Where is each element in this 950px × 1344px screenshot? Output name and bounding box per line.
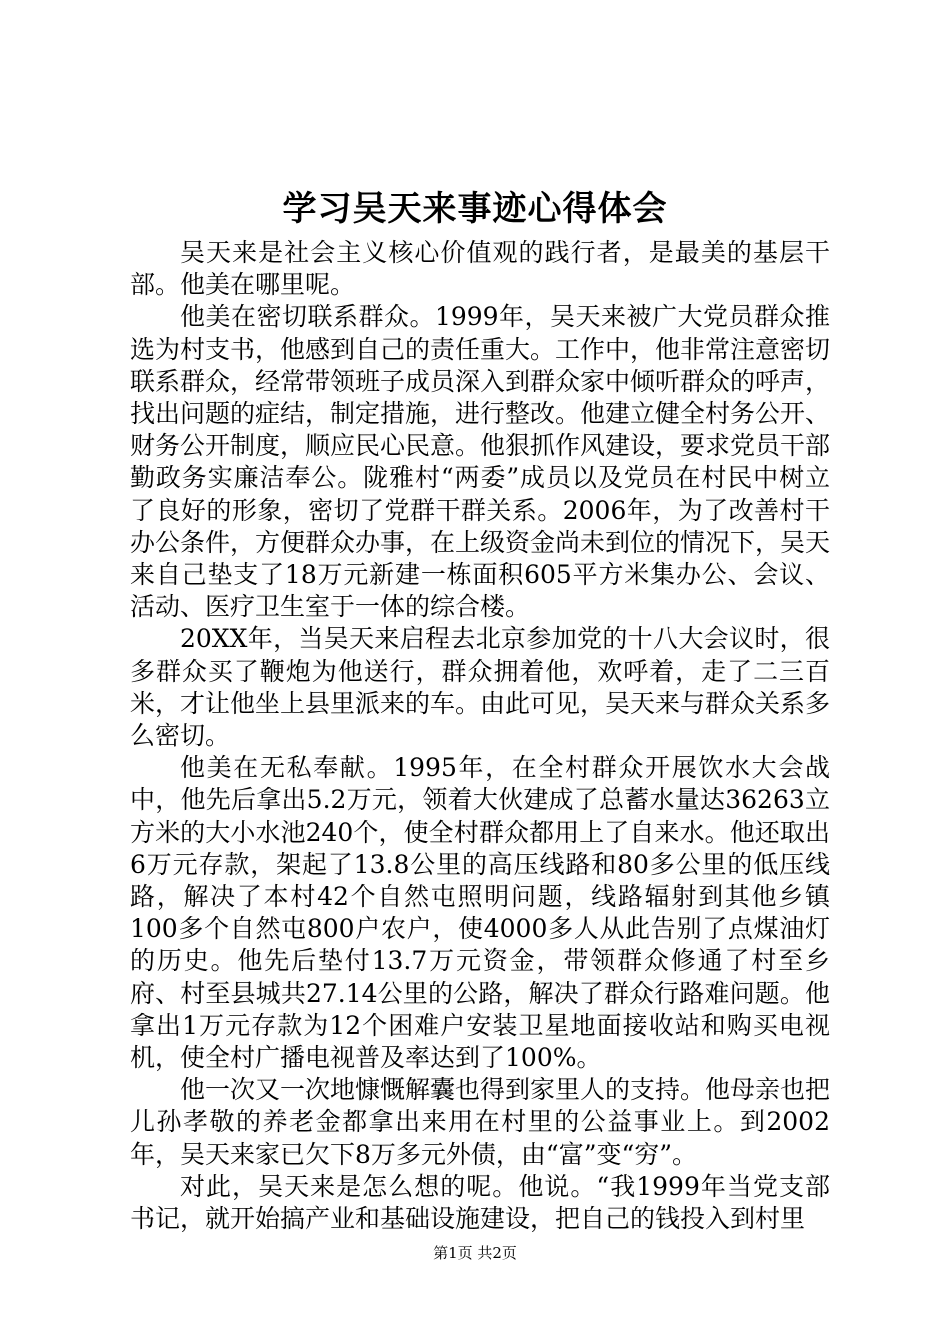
page-number: 第1页 共2页 bbox=[433, 1244, 517, 1262]
paragraph: 对此，吴天来是怎么想的呢。他说。“我1999年当党支部书记，就开始搞产业和基础设施建设，把自己的钱投入到村里 bbox=[130, 1171, 830, 1234]
document-body bbox=[130, 237, 830, 1235]
paragraph: 他美在无私奉献。1995年，在全村群众开展饮水大会战中，他先后拿出5.2万元，领着大伙建成了总蓄水量达36263立方米的大小水池240个，使全村群众都用上了自来水。他还取出6万元存款，架起了13.8公里的高压线路和80多公里的低压线路，解决了本村42个自然屯照明问题，线路辐射到其他乡镇100多个自然屯800户农户，使4000多人从此告别了点煤油灯的历史。他先后垫付13.7万元资金，带领群众修通了村至乡府、村至县城共27.14公里的公路，解决了群众行路难问题。他拿出1万元存款为12个困难户安装卫星地面接收站和购买电视机，使全村广播电视普及率达到了100%。 bbox=[130, 753, 830, 1073]
paragraph: 他美在密切联系群众。1999年，吴天来被广大党员群众推选为村支书，他感到自己的责任重大。工作中，他非常注意密切联系群众，经常带领班子成员深入到群众家中倾听群众的呼声，找出问题的症结，制定措施，进行整改。他建立健全村务公开、财务公开制度，顺应民心民意。他狠抓作风建设，要求党员干部勤政务实廉洁奉公。陇雅村“两委”成员以及党员在村民中树立了良好的形象，密切了党群干群关系。2006年，为了改善村干办公条件，方便群众办事，在上级资金尚未到位的情况下，吴天来自己垫支了18万元新建一栋面积605平方米集办公、会议、活动、医疗卫生室于一体的综合楼。 bbox=[130, 302, 831, 622]
paragraph: 20XX年，当吴天来启程去北京参加党的十八大会议时，很多群众买了鞭炮为他送行，群众拥着他，欢呼着，走了二三百米，才让他坐上县里派来的车。由此可见，吴天来与群众关系多么密切。 bbox=[130, 624, 831, 751]
paragraph: 吴天来是社会主义核心价值观的践行者，是最美的基层干部。他美在哪里呢。 bbox=[130, 238, 830, 300]
page-title: 学习吴天来事迹心得体会 bbox=[282, 189, 668, 229]
paragraph: 他一次又一次地慷慨解囊也得到家里人的支持。他母亲也把儿孙孝敬的养老金都拿出来用在村里的公益事业上。到2002年，吴天来家已欠下8万多元外债，由“富”变“穷”。 bbox=[130, 1075, 831, 1169]
